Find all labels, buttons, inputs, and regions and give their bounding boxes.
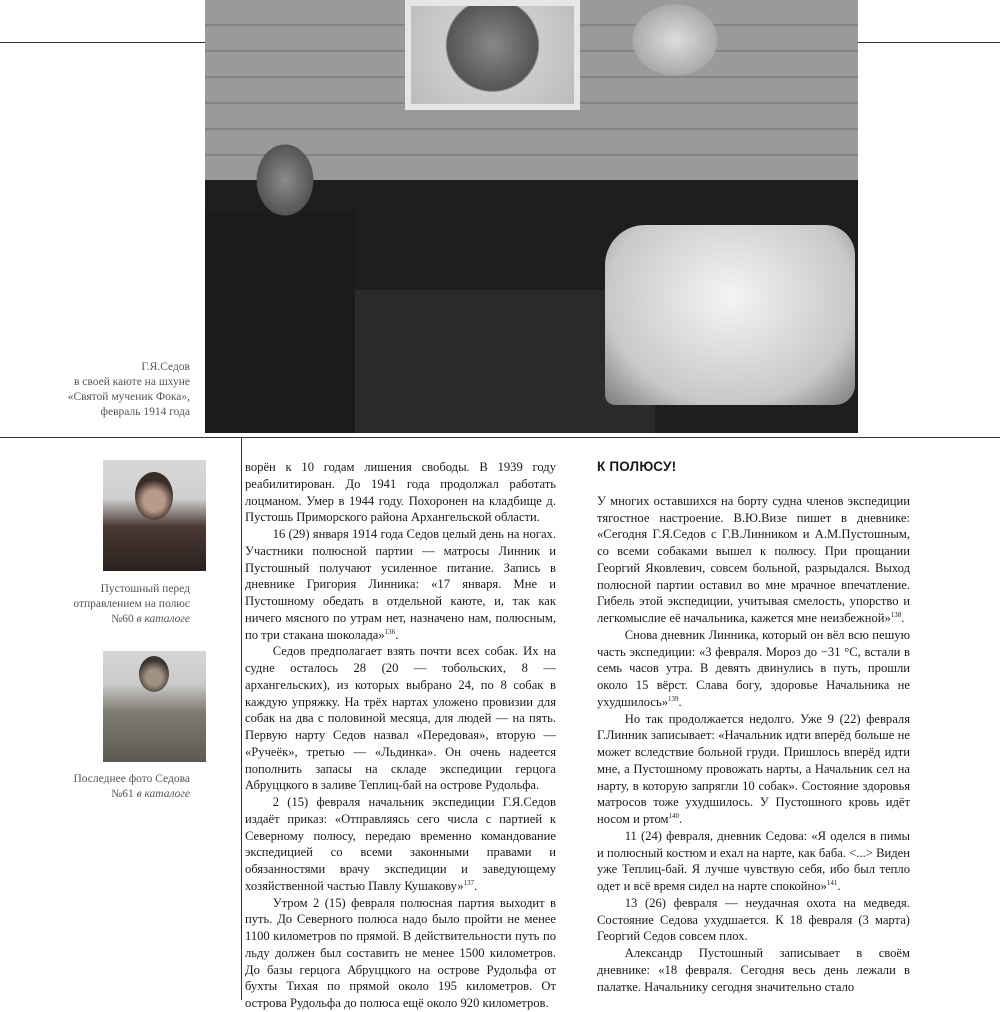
paragraph: 11 (24) февраля, дневник Седова: «Я оделся в пимы и полюсный костюм и ехал на нарте, как баба. <...> Виден уже Теплиц-бай. Я лучше чувствую себя, ибо был тепло одет и всё время сидел на нарте спокойно»$^{141}$. [597,828,910,893]
paragraph: 13 (26) февраля — неудачная охота на медведя. Состояние Седова ухудшается. К 18 февраля (3 марта) Георгий Седов совсем плох. [597,895,910,944]
column-rule [241,437,242,1000]
paragraph: ворён к 10 годам лишения свободы. В 1939 году реабилитирован. До 1941 года продолжал работать лоцманом. Умер в 1944 году. Похоронен на кладбище д. Пустошь Приморского района Архангельской области. [245,460,556,525]
caption-line: Последнее фото Седова [73,773,190,785]
text-column-1 [245,459,556,1012]
photo-pustoshny-caption [0,582,190,627]
top-rule-left [0,42,205,43]
caption-line: Пустошный перед [100,583,190,595]
photo-last-sedov-caption [0,772,190,802]
caption-line: в своей каюте на шхуне [73,376,190,388]
paragraph: Утром 2 (15) февраля полюсная партия выходит в путь. До Северного полюса надо было пройти не менее 1100 километров по прямой. В действительности путь по льду должен был составить не менее 1500 километров. До базы герцога Абруццкого на острове Рудольфа от бухты Тихая по прямой около 195 километров. От острова Рудольфа до полюса ещё около 920 километров. [245,895,556,1010]
paragraph: 2 (15) февраля начальник экспедиции Г.Я.Седов издаёт приказ: «Отправляясь сего числа с партией к Северному полюсу, передаю временно командование экспедицией со всеми законными правами и обязанностями врачу экспедиции и заведующему хозяйственной частью Павлу Кушакову»$^{137}$. [245,795,556,893]
top-rule-right [858,42,1000,43]
paragraph: У многих оставшихся на борту судна членов экспедиции тягостное настроение. В.Ю.Визе пишет в дневнике: «Сегодня Г.Я.Седов с Г.В.Линником и А.М.Пустошным, со всеми собаками вышел к полюсу. При прощании Георгий Яковлевич, совсем больной, разрыдался. Выход полюсной партии оставил во мне мрачное впечатление. Гибель этой экспедиции, учитывая смелость, упорство и легкомыслие её начальника, кажется мне неизбежной»$^{138}$. [597,493,910,625]
photo-pustoshny [103,460,206,571]
section-rule [0,437,1000,438]
footnote-ref: 139 [668,694,679,703]
footnote-ref: 140 [668,812,679,820]
footnote-ref: 141 [826,879,838,887]
paragraph: Александр Пустошный записывает в своём дневнике: «18 февраля. Сегодня весь день лежали в палатке. Начальнику сегодня значительно стало [597,946,910,994]
porthole [405,0,580,110]
photo-last-sedov [103,651,206,762]
catalog-ref: в каталоге [136,788,190,800]
catalog-ref: в каталоге [136,613,190,625]
catalog-number: №60 [111,613,134,625]
paragraph: Седов предполагает взять почти всех собак. Их на судне осталось 28 (20 — тобольских, 8 — архангельских), из которых выбрано 24, по 8 собак в каждую упряжку. На трёх нартах уложено провизии для собак на два с половиной месяца, для людей — на пять. Первую нарту Седов назвал «Передовая», вторую — «Ручеёк», третью — «Льдинка». Он очень надеется пополнить запасы на складе экспедиции герцога Абруццкого в заливе Теплиц-бай на острове Рудольфа. [245,644,556,793]
paragraph: Снова дневник Линника, который он вёл всю пешую часть экспедиции: «3 февраля. Мороз до −31 °С, встали в семь часов утра. В девять двинулись в путь, прошли около 15 вёрст. Слава богу, здоровье Начальника не ухудшилось»$^{139}$. [597,627,910,709]
main-photo-caption [0,360,190,420]
footnote-ref: 138 [890,611,902,619]
caption-line: Г.Я.Седов [141,361,190,373]
caption-line: февраль 1914 года [100,406,190,418]
bed-pillows [605,225,855,405]
caption-line: «Святой мученик Фока», [67,391,190,403]
caption-line: отправлением на полюс [73,598,190,610]
footnote-ref: 137 [463,878,475,887]
paragraph: 16 (29) января 1914 года Седов целый день на ногах. Участники полюсной партии — матросы Линник и Пустошный получают усиленное питание. Запись в дневнике Григория Линника: «17 января. Мне и Пустошному обедать в отдельной каюте, и, так как ничего мясного по утрам нет, назначено нам, полюсным, по три стакана шоколада»$^{136}$. [245,527,556,642]
photo-sedov-cabin [205,0,858,433]
text-column-2 [597,459,910,995]
footnote-ref: 136 [384,627,396,636]
paragraph: Но так продолжается недолго. Уже 9 (22) февраля Г.Линник записывает: «Начальник идти вперёд больше не может вследствие больной груди. Пришлось вперёд идти мне, а Пустошному провожать нарты, а Начальник сел на нарту, в которую запрягли 10 собак». Состояние здоровья матросов тоже ухудшилось. У Пустошного кровь идёт носом и ртом$^{140}$. [597,711,910,826]
desk [305,290,655,433]
seated-man [205,130,355,433]
catalog-number: №61 [111,788,134,800]
section-heading: К ПОЛЮСУ! [597,459,677,474]
